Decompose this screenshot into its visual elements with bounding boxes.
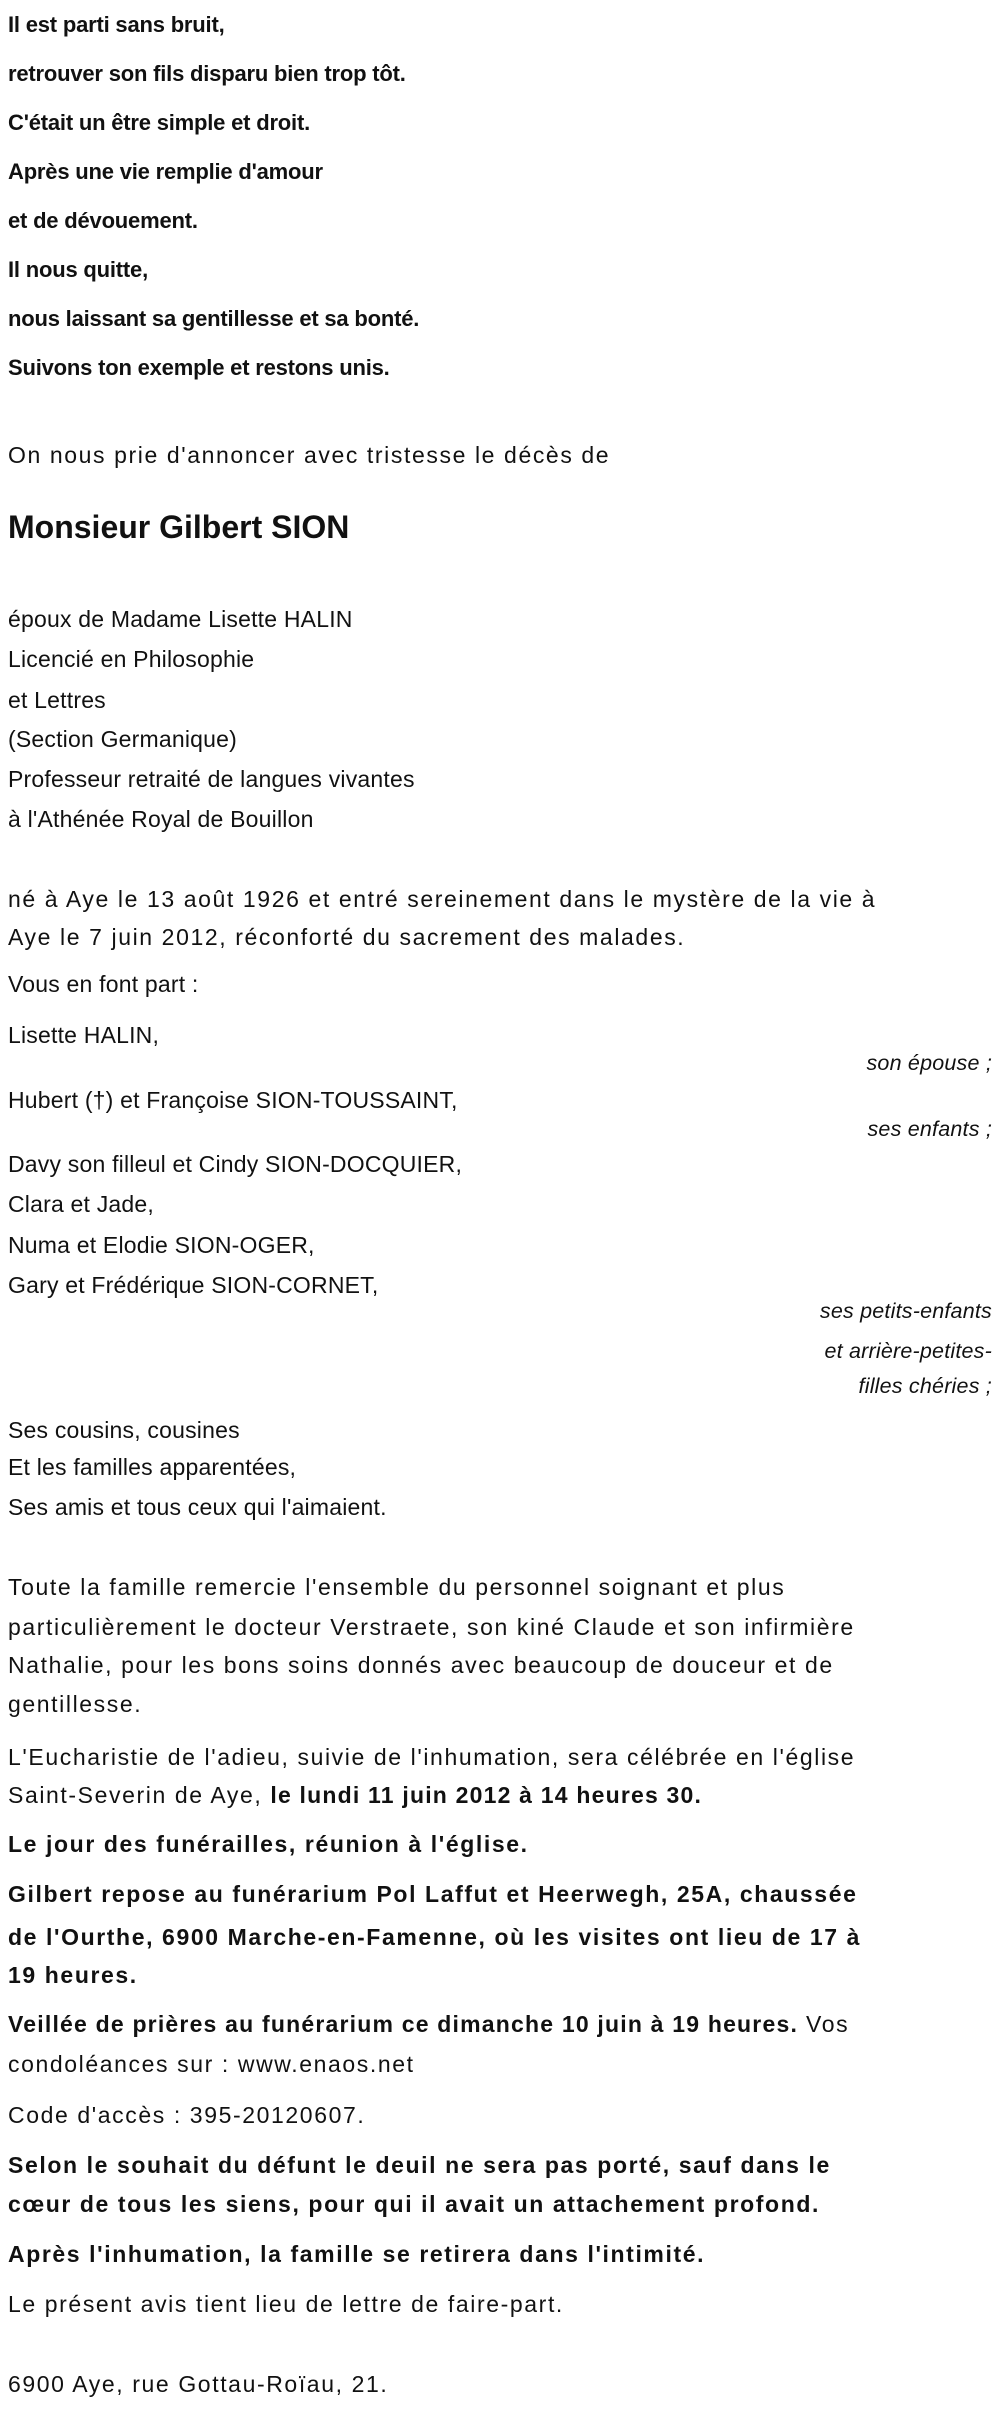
poem-line: retrouver son fils disparu bien trop tôt. <box>8 61 406 86</box>
family-grandchildren-role: filles chéries ; <box>858 1374 992 1398</box>
condolences-line: condoléances sur : www.enaos.net <box>8 2051 415 2077</box>
family-spouse-role: son épouse ; <box>866 1051 992 1075</box>
family-grandchildren-role: et arrière-petites- <box>824 1339 992 1363</box>
thanks-line: Nathalie, pour les bons soins donnés avec beaucoup de douceur et de <box>8 1652 834 1678</box>
deceased-detail: époux de Madame Lisette HALIN <box>8 606 353 632</box>
family-others: Ses amis et tous ceux qui l'aimaient. <box>8 1494 387 1520</box>
eucharist-date-prefix: Saint-Severin de Aye, <box>8 1782 271 1808</box>
deceased-detail: à l'Athénée Royal de Bouillon <box>8 806 314 832</box>
poem-line: C'était un être simple et droit. <box>8 110 310 135</box>
poem-line: Il est parti sans bruit, <box>8 12 225 37</box>
thanks-line: gentillesse. <box>8 1691 143 1717</box>
eucharist-date: le lundi 11 juin 2012 à 14 heures 30. <box>270 1782 703 1808</box>
vigil-bold: Veillée de prières au funérarium ce dimanche 10 juin à 19 heures. <box>8 2011 799 2037</box>
repose-line: Gilbert repose au funérarium Pol Laffut et Heerwegh, 25A, chaussée <box>8 1881 858 1907</box>
family-others: Ses cousins, cousines <box>8 1417 240 1443</box>
deceased-name: Monsieur Gilbert SION <box>8 509 350 545</box>
thanks-line: Toute la famille remercie l'ensemble du personnel soignant et plus <box>8 1574 786 1600</box>
poem-line: Suivons ton exemple et restons unis. <box>8 355 390 380</box>
poem-line: et de dévouement. <box>8 208 198 233</box>
reunion-line: Le jour des funérailles, réunion à l'église. <box>8 1831 529 1857</box>
family-spouse: Lisette HALIN, <box>8 1022 160 1048</box>
vigil-line <box>8 2011 849 2039</box>
family-children: Hubert (†) et Françoise SION-TOUSSAINT, <box>8 1087 458 1113</box>
thanks-line: particulièrement le docteur Verstraete, son kiné Claude et son infirmière <box>8 1614 855 1640</box>
vigil-regular: Vos <box>798 2011 850 2037</box>
poem-line: Après une vie remplie d'amour <box>8 159 323 184</box>
repose-line: de l'Ourthe, 6900 Marche-en-Famenne, où les visites ont lieu de 17 à <box>8 1924 862 1950</box>
mourning-line: cœur de tous les siens, pour qui il avait un attachement profond. <box>8 2191 820 2217</box>
notice-line: Le présent avis tient lieu de lettre de faire-part. <box>8 2291 564 2317</box>
eucharist-date-line <box>8 1782 702 1810</box>
mourning-line: Selon le souhait du défunt le deuil ne sera pas porté, sauf dans le <box>8 2152 831 2178</box>
family-children-role: ses enfants ; <box>867 1117 992 1141</box>
intimacy-line: Après l'inhumation, la famille se retirera dans l'intimité. <box>8 2241 706 2267</box>
family-grandchild: Gary et Frédérique SION-CORNET, <box>8 1272 379 1298</box>
access-code-line: Code d'accès : 395-20120607. <box>8 2102 366 2128</box>
family-grandchildren-role: ses petits-enfants <box>819 1299 992 1323</box>
family-grandchild: Clara et Jade, <box>8 1191 154 1217</box>
repose-line: 19 heures. <box>8 1962 138 1988</box>
announcement-intro: On nous prie d'annoncer avec tristesse le décès de <box>8 442 611 468</box>
faire-part-label: Vous en font part : <box>8 971 199 997</box>
eucharist-line: L'Eucharistie de l'adieu, suivie de l'inhumation, sera célébrée en l'église <box>8 1744 856 1770</box>
birth-death-line: né à Aye le 13 août 1926 et entré sereinement dans le mystère de la vie à <box>8 886 877 912</box>
deceased-detail: Licencié en Philosophie <box>8 646 255 672</box>
poem-line: nous laissant sa gentillesse et sa bonté. <box>8 306 420 331</box>
footer-address: 6900 Aye, rue Gottau-Roïau, 21. <box>8 2371 389 2397</box>
deceased-detail: et Lettres <box>8 687 106 713</box>
birth-death-line: Aye le 7 juin 2012, réconforté du sacrement des malades. <box>8 924 686 950</box>
deceased-detail: Professeur retraité de langues vivantes <box>8 766 415 792</box>
family-grandchild: Numa et Elodie SION-OGER, <box>8 1232 315 1258</box>
deceased-detail: (Section Germanique) <box>8 726 237 752</box>
family-others: Et les familles apparentées, <box>8 1454 297 1480</box>
poem-line: Il nous quitte, <box>8 257 148 282</box>
family-grandchild: Davy son filleul et Cindy SION-DOCQUIER, <box>8 1151 463 1177</box>
